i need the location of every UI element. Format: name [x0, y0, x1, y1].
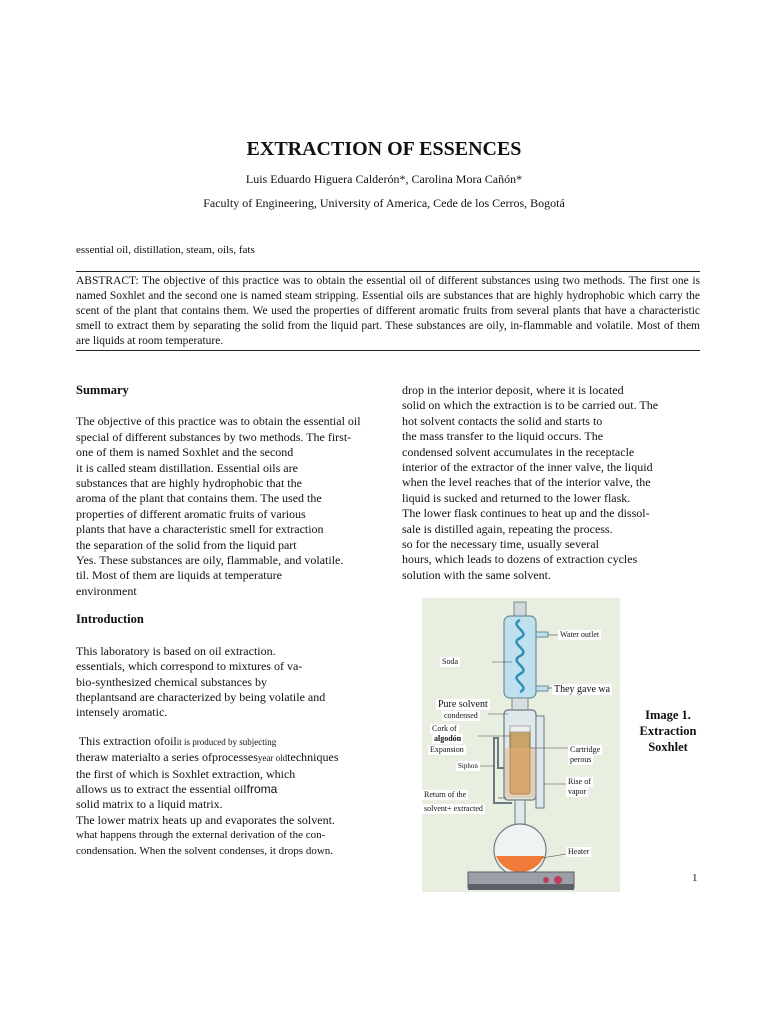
para-line: the first of which is Soxhlet extraction, which	[76, 766, 296, 781]
summary-heading: Summary	[76, 383, 129, 397]
label-expansion: Expansion	[430, 745, 464, 754]
right-line: when the level reaches that of the interior valve, the	[402, 475, 651, 490]
summary-line: special of different substances by two methods. The first-	[76, 429, 352, 444]
para-line: condensation. When the solvent condenses, it drops down.	[76, 844, 334, 857]
right-line: sale is distilled again, repeating the process.	[402, 521, 613, 536]
left-column	[76, 383, 381, 859]
summary-text	[76, 414, 381, 599]
right-line: The lower flask continues to heat up and the dissol-	[402, 506, 650, 521]
para-text: theraw materialto a series ofprocesses	[76, 750, 258, 765]
introduction-text	[76, 644, 381, 721]
summary-line: environment	[76, 583, 137, 598]
label-cork: Cork of	[432, 724, 457, 733]
summary-line: one of them is named Soxhlet and the second	[76, 445, 294, 460]
summary-line: plants that have a characteristic smell for extraction	[76, 522, 324, 537]
paper-title: EXTRACTION OF ESSENCES	[246, 138, 522, 160]
summary-line: the separation of the solid from the liquid part	[76, 537, 297, 552]
keywords: essential oil, distillation, steam, oils, fats	[76, 244, 255, 256]
para-line: solid matrix to a liquid matrix.	[76, 797, 223, 812]
label-porous: perous	[570, 755, 592, 764]
label-vapor: vapor	[568, 787, 587, 796]
right-line: liquid is sucked and returned to the lower flask.	[402, 490, 631, 505]
introduction-heading: Introduction	[76, 612, 144, 627]
affiliation: Faculty of Engineering, University of America, Cede de los Cerros, Bogotá	[203, 196, 565, 210]
summary-line: properties of different aromatic fruits of various	[76, 506, 306, 521]
para-text: year old	[257, 753, 288, 764]
para-text: it is produced by subjecting	[176, 736, 277, 747]
abstract: ABSTRACT: The objective of this practice was to obtain the essential oil of different substances using two methods. The first one is named Soxhlet and the second one is named steam stripping. Essential oils are substances that are highly hydrophobic which carry the scent of the plant that contains them. We used the properties of different aromatic fruits from several plants that have a characteristic smell to extract them by separating the solid from the liquid part. These substances are oily, in-flammable and volatile. Most of them are liquids at room temperature.	[76, 271, 700, 351]
right-line: solution with the same solvent.	[402, 567, 551, 582]
summary-line: aroma of the plant that contains them. The used the	[76, 491, 322, 506]
para-line	[76, 734, 381, 750]
caption-line: Soxhlet	[648, 740, 688, 754]
caption-line: Image 1.	[645, 708, 691, 722]
para-text: allows us to extract the essential oil	[76, 781, 247, 796]
label-cartridge: Cartridge	[570, 745, 601, 754]
intro-line: This laboratory is based on oil extraction.	[76, 643, 276, 658]
right-line: hot solvent contacts the solid and starts to	[402, 413, 603, 428]
label-condensed: condensed	[444, 711, 478, 720]
intro-line: bio-synthesized chemical substances by	[76, 674, 267, 689]
summary-line: til. Most of them are liquids at temperature	[76, 568, 282, 583]
caption-line: Extraction	[639, 724, 697, 738]
para-text: This extraction ofoil	[76, 733, 177, 748]
para-line: The lower matrix heats up and evaporates the solvent.	[76, 812, 335, 827]
right-line: solid on which the extraction is to be carried out. The	[402, 398, 659, 413]
intro-line: essentials, which correspond to mixtures of va-	[76, 659, 303, 674]
label-siphon: Siphon	[458, 762, 478, 770]
right-line: drop in the interior deposit, where it is located	[402, 383, 624, 397]
summary-line: it is called steam distillation. Essential oils are	[76, 460, 298, 475]
label-algodon: algodón	[434, 734, 462, 743]
label-solvent-extracted: solvent+ extracted	[424, 804, 483, 813]
para-line	[76, 782, 381, 797]
right-line: so for the necessary time, usually several	[402, 537, 599, 552]
label-heater: Heater	[568, 847, 590, 856]
page-number: 1	[692, 872, 698, 884]
intro-line: intensely aromatic.	[76, 705, 168, 720]
para-text: froma	[246, 781, 278, 796]
authors: Luis Eduardo Higuera Calderón*, Carolina Mora Cañón*	[245, 172, 523, 186]
right-line: the mass transfer to the liquid occurs. The	[402, 429, 604, 444]
right-line: interior of the extractor of the inner valve, the liquid	[402, 460, 653, 475]
para-line: what happens through the external derivation of the con-	[76, 829, 326, 842]
right-column	[402, 383, 692, 583]
extraction-paragraph	[76, 734, 381, 859]
label-pure-solvent: Pure solvent	[438, 699, 488, 710]
right-line: condensed solvent accumulates in the receptacle	[402, 444, 635, 459]
label-return: Return of the	[424, 790, 467, 799]
para-line	[76, 750, 381, 766]
label-water-outlet: Water outlet	[560, 630, 600, 639]
soxhlet-figure	[422, 598, 620, 892]
label-soda: Soda	[442, 657, 458, 666]
summary-line: substances that are highly hydrophobic that the	[76, 476, 302, 491]
label-they-gave: They gave wa	[554, 684, 611, 695]
right-line: hours, which leads to dozens of extraction cycles	[402, 552, 638, 567]
label-rise-of: Rise of	[568, 777, 591, 786]
para-text: techniques	[287, 750, 339, 765]
intro-line: theplantsand are characterized by being volatile and	[76, 689, 326, 704]
figure-caption	[628, 707, 708, 755]
summary-line: Yes. These substances are oily, flammable, and volatile.	[76, 553, 344, 568]
summary-line: The objective of this practice was to obtain the essential oil	[76, 414, 361, 429]
